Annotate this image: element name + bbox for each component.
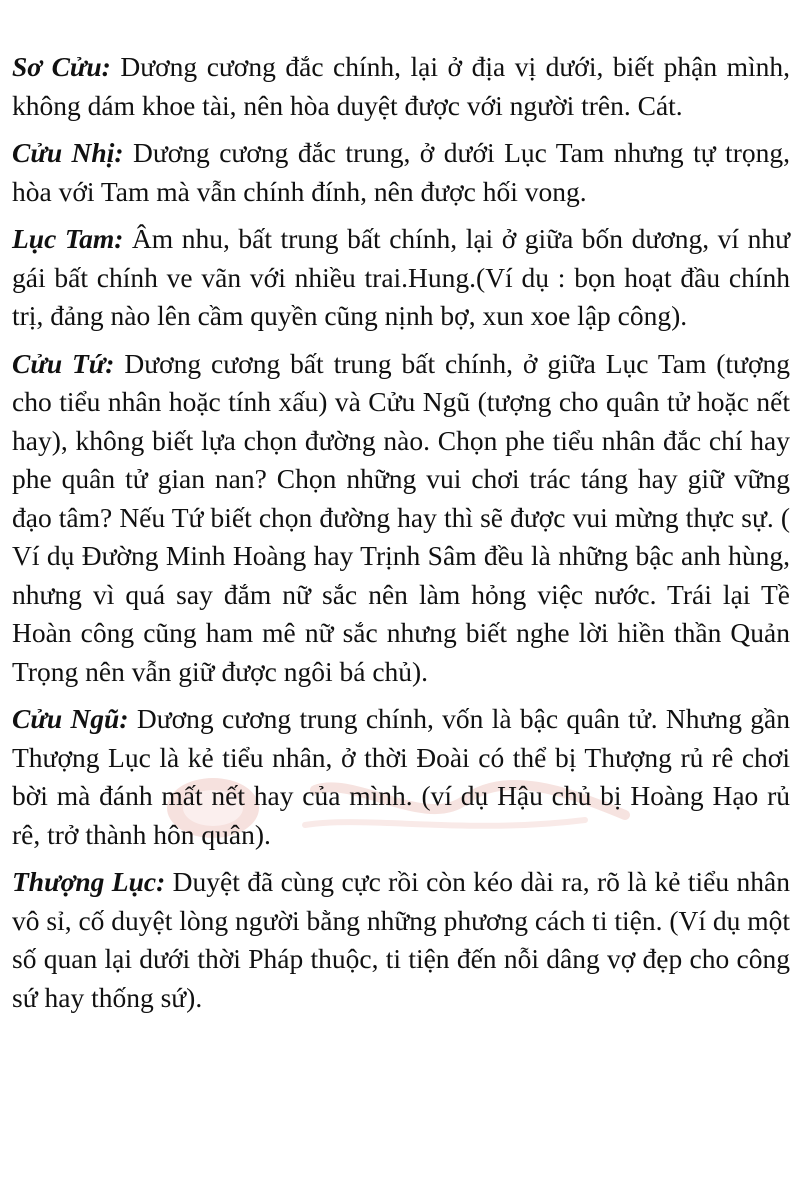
line-term: Cửu Tứ: [12,347,115,379]
paragraph-cuu-tu [12,345,790,692]
paragraph-cuu-ngu [12,700,790,854]
line-term: Cửu Nhị: [12,137,124,168]
document-body [12,48,790,1026]
paragraph-cuu-nhi [12,134,790,211]
paragraph-so-cuu [12,48,790,125]
line-text: Dương cương trung chính, vốn là bậc quân tử. Nhưng gần Thượng Lục là kẻ tiểu nhân, ở thời Đoài có thể bị Thượng rủ rê chơi bời mà đánh mất nết hay của mình. (ví dụ Hậu chủ bị Hoàng Hạo rủ rê, trở thành hôn quân). [12,703,790,850]
paragraph-thuong-luc [12,863,790,1017]
line-term: Cửu Ngũ: [12,703,129,734]
line-term: Lục Tam: [12,223,124,254]
line-term: Sơ Cửu: [12,51,111,82]
line-text: Duyệt đã cùng cực rồi còn kéo dài ra, rõ là kẻ tiểu nhân vô sỉ, cố duyệt lòng người bằng những phương cách ti tiện. (Ví dụ một số quan lại dưới thời Pháp thuộc, ti tiện đến nỗi dâng vợ đẹp cho công sứ hay thống sứ). [12,866,791,1013]
line-text: Dương cương bất trung bất chính, ở giữa Lục Tam (tượng cho tiểu nhân hoặc tính xấu) và Cửu Ngũ (tượng cho quân tử hoặc nết hay), không biết lựa chọn đường nào. Chọn phe tiểu nhân đắc chí hay phe quân tử gian nan? Chọn những vui chơi trác táng hay giữ vững đạo tâm? Nếu Tứ biết chọn đường hay thì sẽ được vui mừng thực sự. ( Ví dụ Đường Minh Hoàng hay Trịnh Sâm đều là những bậc anh hùng, nhưng vì quá say đắm nữ sắc nên làm hỏng việc nước. Trái lại Tề Hoàn công cũng ham mê nữ sắc nhưng biết nghe lời hiền thần Quản Trọng nên vẫn giữ được ngôi bá chủ). [12,347,790,687]
paragraph-luc-tam [12,220,790,336]
line-text: Âm nhu, bất trung bất chính, lại ở giữa bốn dương, ví như gái bất chính ve vãn với nhiều trai.Hung.(Ví dụ : bọn hoạt đầu chính trị, đảng nào lên cầm quyền cũng nịnh bợ, xun xoe lập công). [12,223,791,331]
line-text: Dương cương đắc trung, ở dưới Lục Tam nhưng tự trọng, hòa với Tam mà vẫn chính đính, nên được hối vong. [12,137,790,207]
line-term: Thượng Lục: [12,866,166,897]
line-text: Dương cương đắc chính, lại ở địa vị dưới, biết phận mình, không dám khoe tài, nên hòa duyệt được với người trên. Cát. [12,51,790,121]
